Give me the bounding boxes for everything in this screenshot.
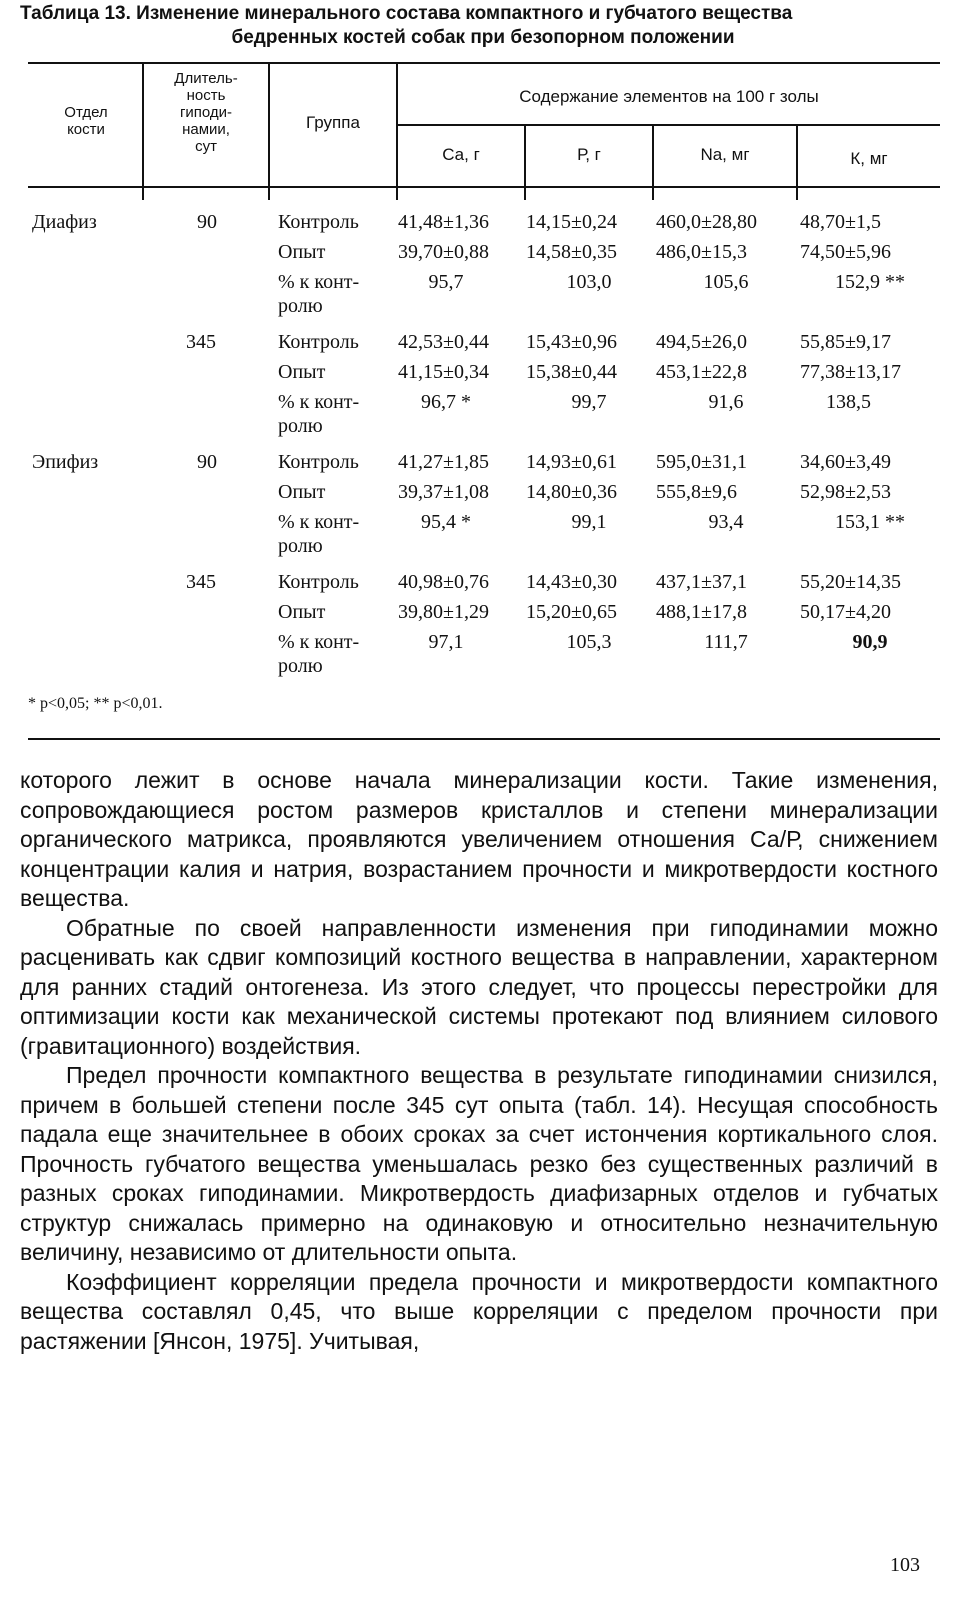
header-ca: Са, г bbox=[442, 145, 480, 164]
header-p: Р, г bbox=[577, 145, 601, 164]
paragraph: Коэффициент корреляции предела прочности и микротвердости компактного вещества составлял 0,45, что выше корреляции с пределом прочности при растяжении [Янсон, 1975]. Учитывая, bbox=[20, 1268, 938, 1354]
ca-value: 42,53±0,44 bbox=[398, 331, 489, 353]
body-text bbox=[20, 766, 938, 1356]
header-bottom-rule bbox=[28, 186, 940, 188]
group-label: % к конт- ролю bbox=[278, 511, 360, 557]
duration-label: 345 bbox=[186, 331, 216, 353]
p-percent: 103,0 bbox=[566, 271, 612, 293]
group-label: % к конт- ролю bbox=[278, 271, 360, 317]
table-top-rule bbox=[28, 62, 940, 64]
group-label: Опыт bbox=[278, 601, 326, 623]
header-dept: Отдел кости bbox=[64, 104, 108, 138]
ca-percent: 95,4 * bbox=[421, 511, 471, 533]
group-label: Контроль bbox=[278, 571, 359, 593]
p-value: 15,38±0,44 bbox=[526, 361, 617, 383]
dept-label: Эпифиз bbox=[32, 451, 99, 473]
group-label: Опыт bbox=[278, 361, 326, 383]
k-value: 34,60±3,49 bbox=[800, 451, 891, 473]
na-value: 555,8±9,6 bbox=[656, 481, 737, 503]
na-value: 488,1±17,8 bbox=[656, 601, 747, 623]
ca-value: 41,15±0,34 bbox=[398, 361, 489, 383]
p-percent: 99,1 bbox=[571, 511, 607, 533]
header-k: К, мг bbox=[850, 149, 888, 168]
na-value: 486,0±15,3 bbox=[656, 241, 747, 263]
page-number: 103 bbox=[890, 1554, 920, 1576]
p-value: 15,20±0,65 bbox=[526, 601, 617, 623]
k-percent: 153,1 ** bbox=[835, 511, 905, 533]
table-bottom-rule bbox=[28, 738, 940, 740]
group-label: Контроль bbox=[278, 211, 359, 233]
duration-label: 90 bbox=[197, 211, 217, 233]
header-na: Na, мг bbox=[700, 145, 750, 164]
p-percent: 99,7 bbox=[571, 391, 607, 413]
na-percent: 91,6 bbox=[708, 391, 744, 413]
ca-value: 41,27±1,85 bbox=[398, 451, 489, 473]
header-divider bbox=[268, 62, 270, 200]
p-value: 14,15±0,24 bbox=[526, 211, 617, 233]
paragraph: Предел прочности компактного вещества в результате гиподинамии снизился, причем в большей степени после 345 сут опыта (табл. 14). Несущая способность падала еще значительнее в обоих сроках за счет истончения кортикального слоя. Прочность губчатого вещества уменьшалась резко без существенных различий в разных сроках гиподинамии. Микротвердость диафизарных отделов и губчатых структур снижалась примерно на одинаковую и относительно незначительную величину, независимо от длительности опыта. bbox=[20, 1062, 938, 1265]
na-percent: 111,7 bbox=[704, 631, 748, 653]
k-percent: 138,5 bbox=[826, 391, 871, 413]
k-value: 55,85±9,17 bbox=[800, 331, 891, 353]
ca-percent: 95,7 bbox=[428, 271, 464, 293]
paragraph: Обратные по своей направленности изменения при гиподинамии можно расценивать как сдвиг композиций костного вещества в направлении, характерном для ранних стадий онтогенеза. Из этого следует, что процессы перестройки для оптимизации кости как механической системы протекают под влиянием силового (гравитационного) воздействия. bbox=[20, 914, 938, 1059]
paragraph: которого лежит в основе начала минерализации кости. Такие изменения, сопровождающиеся ростом размеров кристаллов и степени минерализации органического матрикса, проявляются увеличением отношения Са/Р, снижением концентрации калия и натрия, возрастанием прочности и микротвердости костного вещества. bbox=[20, 767, 938, 911]
group-label: Контроль bbox=[278, 331, 359, 353]
k-percent: 152,9 ** bbox=[835, 271, 905, 293]
group-label: % к конт- ролю bbox=[278, 631, 360, 677]
group-label: Опыт bbox=[278, 241, 326, 263]
k-value: 50,17±4,20 bbox=[800, 601, 891, 623]
p-percent: 105,3 bbox=[566, 631, 612, 653]
ca-value: 40,98±0,76 bbox=[398, 571, 489, 593]
header-span: Содержание элементов на 100 г золы bbox=[519, 87, 819, 106]
caption-line-1: Таблица 13. Изменение минерального состава компактного и губчатого вещества bbox=[20, 3, 793, 24]
ca-percent: 96,7 * bbox=[421, 391, 471, 413]
ca-value: 39,37±1,08 bbox=[398, 481, 489, 503]
p-value: 14,43±0,30 bbox=[526, 571, 617, 593]
k-value: 77,38±13,17 bbox=[800, 361, 901, 383]
k-value: 48,70±1,5 bbox=[800, 211, 881, 233]
group-label: % к конт- ролю bbox=[278, 391, 360, 437]
group-label: Опыт bbox=[278, 481, 326, 503]
p-value: 15,43±0,96 bbox=[526, 331, 617, 353]
na-value: 453,1±22,8 bbox=[656, 361, 747, 383]
k-percent: 90,9 bbox=[852, 631, 888, 653]
group-label: Контроль bbox=[278, 451, 359, 473]
na-value: 494,5±26,0 bbox=[656, 331, 747, 353]
table-footnote: * p<0,05; ** p<0,01. bbox=[28, 695, 163, 712]
p-value: 14,58±0,35 bbox=[526, 241, 617, 263]
ca-value: 41,48±1,36 bbox=[398, 211, 489, 233]
na-percent: 93,4 bbox=[708, 511, 744, 533]
duration-label: 345 bbox=[186, 571, 216, 593]
k-value: 55,20±14,35 bbox=[800, 571, 901, 593]
p-value: 14,93±0,61 bbox=[526, 451, 617, 473]
ca-percent: 97,1 bbox=[428, 631, 464, 653]
na-value: 460,0±28,80 bbox=[656, 211, 757, 233]
na-value: 595,0±31,1 bbox=[656, 451, 747, 473]
na-percent: 105,6 bbox=[703, 271, 749, 293]
header-divider bbox=[396, 62, 398, 200]
ca-value: 39,70±0,88 bbox=[398, 241, 489, 263]
p-value: 14,80±0,36 bbox=[526, 481, 617, 503]
header-group: Группа bbox=[306, 113, 360, 132]
header-duration: Длитель- ность гиподи- намии, сут bbox=[174, 70, 238, 155]
duration-label: 90 bbox=[197, 451, 217, 473]
na-value: 437,1±37,1 bbox=[656, 571, 747, 593]
k-value: 52,98±2,53 bbox=[800, 481, 891, 503]
caption-line-2: бедренных костей собак при безопорном положении bbox=[231, 27, 735, 48]
ca-value: 39,80±1,29 bbox=[398, 601, 489, 623]
dept-label: Диафиз bbox=[32, 211, 97, 233]
header-sub-rule bbox=[396, 124, 940, 126]
k-value: 74,50±5,96 bbox=[800, 241, 891, 263]
